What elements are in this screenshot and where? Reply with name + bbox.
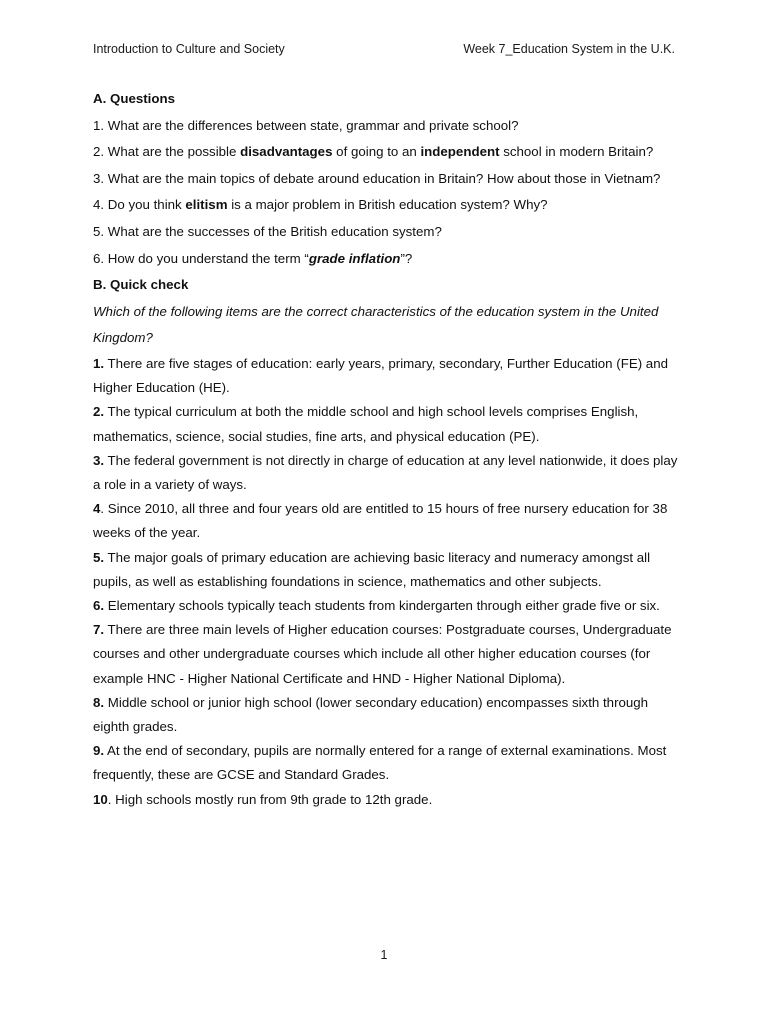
item-text: There are five stages of education: early years, primary, secondary, Further Education (FE) and Higher Education (HE).: [93, 355, 668, 396]
item-text: . Since 2010, all three and four years old are entitled to 15 hours of free nursery education for 38 weeks of the year.: [93, 501, 668, 541]
item-text: . High schools mostly run from 9th grade to 12th grade.: [107, 791, 433, 807]
header-course-title: Introduction to Culture and Society: [93, 42, 285, 56]
question-2-emphasis-independent: independent: [420, 144, 500, 160]
question-2-text: of going to an: [332, 144, 421, 160]
item-number: 7.: [93, 622, 105, 638]
item-text: The major goals of primary education are achieving basic literacy and numeracy amongst all pupils, as well as establishing foundations in science, mathematics and other subjects.: [93, 549, 651, 589]
question-6-emphasis-grade-inflation: grade inflation: [308, 250, 401, 266]
item-number: 3.: [93, 452, 105, 468]
document-body: [93, 86, 678, 812]
question-2-text: school in modern Britain?: [499, 144, 654, 160]
item-text: The federal government is not directly in charge of education at any level nationwide, it does play a role in a variety of ways.: [93, 452, 678, 492]
item-text: Middle school or junior high school (lower secondary education) encompasses sixth through eighth grades.: [93, 694, 649, 734]
quick-check-item: [93, 691, 678, 739]
question-4-text: is a major problem in British education system? Why?: [227, 197, 548, 213]
header-week-title: Week 7_Education System in the U.K.: [463, 42, 675, 56]
question-1: 1. What are the differences between state, grammar and private school?: [93, 117, 519, 133]
item-number: 2.: [93, 404, 105, 420]
quick-check-item: [93, 594, 678, 618]
quick-check-list: [93, 352, 678, 812]
quick-check-item: [93, 739, 678, 787]
item-number: 4: [93, 501, 101, 517]
item-number: 5.: [93, 549, 105, 565]
item-number: 9.: [93, 743, 105, 759]
quick-check-item: [93, 618, 678, 691]
item-text: Elementary schools typically teach students from kindergarten through either grade five or six.: [104, 597, 660, 613]
item-text: The typical curriculum at both the middle school and high school levels comprises English, mathematics, science, social studies, fine arts, and physical education (PE).: [93, 404, 639, 444]
question-4-emphasis-elitism: elitism: [185, 197, 228, 213]
page-header: [93, 42, 675, 56]
item-number: 6.: [93, 597, 105, 613]
item-number: 1.: [93, 355, 105, 371]
section-b-heading: B. Quick check: [93, 277, 189, 293]
quick-check-item: [93, 449, 678, 497]
question-2-text: 2. What are the possible: [93, 144, 241, 160]
item-number: 8.: [93, 694, 105, 710]
question-5: 5. What are the successes of the British education system?: [93, 223, 442, 239]
item-text: At the end of secondary, pupils are normally entered for a range of external examinations. Most frequently, these are GCSE and Standard Grades.: [93, 743, 667, 783]
quick-check-item: [93, 546, 678, 594]
item-number: 10: [93, 791, 108, 807]
quick-check-item: [93, 788, 678, 812]
question-6: [93, 246, 678, 273]
question-6-text: ”?: [400, 250, 413, 266]
question-4-text: 4. Do you think: [93, 197, 186, 213]
question-2-emphasis-disadvantages: disadvantages: [240, 144, 333, 160]
question-3: 3. What are the main topics of debate around education in Britain? How about those in Vietnam?: [93, 170, 661, 186]
section-a-heading: A. Questions: [93, 91, 176, 106]
quick-check-item: [93, 352, 678, 400]
quick-check-instructions: Which of the following items are the correct characteristics of the education system in the United Kingdom?: [93, 303, 659, 346]
question-2: [93, 139, 678, 166]
page-number: 1: [380, 948, 388, 962]
quick-check-item: [93, 400, 678, 448]
question-4: [93, 192, 678, 219]
item-text: There are three main levels of Higher education courses: Postgraduate courses, Undergraduate courses and other undergraduate courses which include all other higher education courses (for example HNC - Higher National Certificate and HND - Higher National Diploma).: [93, 622, 672, 686]
quick-check-item: [93, 497, 678, 545]
question-6-text: 6. How do you understand the term “: [93, 250, 309, 266]
